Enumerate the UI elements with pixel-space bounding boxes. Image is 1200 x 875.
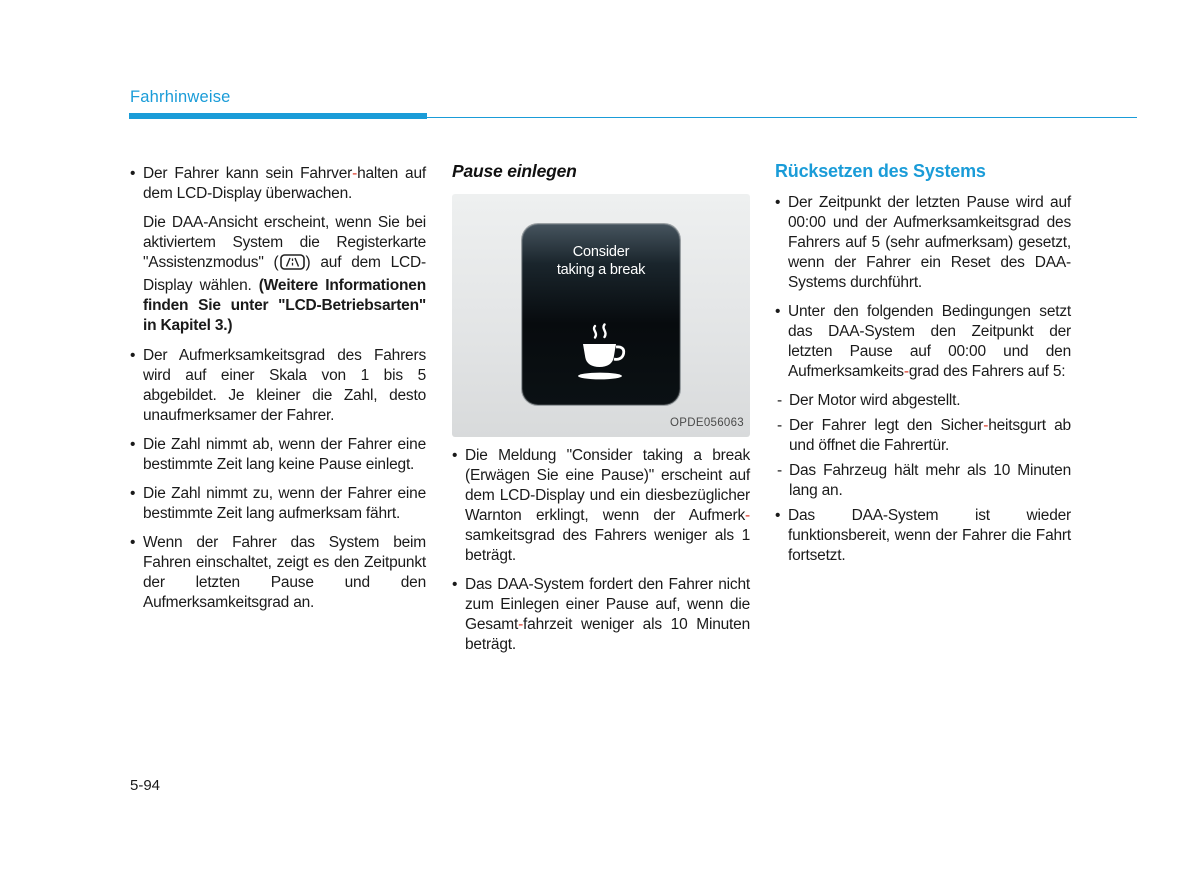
bullet-marker: • [130, 485, 136, 502]
dash-marker: - [777, 417, 782, 434]
coffee-cup-icon [572, 323, 630, 385]
right-items [775, 193, 1071, 566]
section-heading-reset: Rücksetzen des Systems [775, 161, 986, 181]
bullet-marker: • [775, 194, 781, 211]
bullet-marker: • [130, 436, 136, 453]
section-heading-pause: Pause einlegen [452, 161, 577, 181]
lcd-figure [452, 194, 750, 437]
bullet-item: • Der Zeitpunkt der letzten Pause wird auf 00:00 und der Aufmerksamkeitsgrad des Fahrers auf 5 (sehr aufmerksam) gesetzt, wenn der Fahrer ein Reset des DAA-Systems durchführt. [775, 194, 1071, 291]
bullet-marker: • [452, 447, 458, 464]
sub-item: - Der Fahrer legt den Sicher-heitsgurt ab und öffnet die Fahrertür. [777, 417, 1071, 454]
lcd-message-line2: taking a break [556, 262, 646, 278]
bullet-item: • Das DAA-System fordert den Fahrer nicht zum Einlegen einer Pause auf, wenn die Gesamt-fahrzeit weniger als 10 Minuten beträgt. [452, 576, 750, 653]
column-left [130, 164, 426, 622]
bullet-marker: • [130, 165, 136, 182]
page-number: 5-94 [130, 777, 161, 794]
bullet-item: • Unter den folgenden Bedingungen setzt das DAA-System den Zeitpunkt der letzten Pause auf 00:00 und den Aufmerksamkeits-grad des Fahrers auf 5: [775, 303, 1071, 380]
lcd-message-line1: Consider [572, 244, 630, 260]
bullet-item: • Die Zahl nimmt zu, wenn der Fahrer eine bestimmte Zeit lang aufmerksam fährt. [130, 485, 426, 522]
bullet-item: • Das DAA-System ist wieder funktionsbereit, wenn der Fahrer die Fahrt fortsetzt. [775, 507, 1071, 564]
sub-item: - Das Fahrzeug hält mehr als 10 Minuten lang an. [777, 462, 1071, 499]
bullet-marker: • [775, 303, 781, 320]
page-header-title: Fahrhinweise [130, 88, 231, 106]
header-rule-thick [129, 113, 427, 119]
bullet-marker: • [130, 347, 136, 364]
bullet-marker: • [775, 507, 781, 524]
figure-caption: OPDE056063 [670, 417, 744, 429]
bullet-marker: • [452, 576, 458, 593]
lcd-display [522, 224, 680, 405]
bullet-item: • Wenn der Fahrer das System beim Fahren einschaltet, zeigt es den Zeitpunkt der letzten Pause und den Aufmerksamkeitsgrad an. [130, 534, 426, 611]
middle-items [452, 446, 750, 655]
bullet-marker: • [130, 534, 136, 551]
bullet-item: • Der Fahrer kann sein Fahrver-halten auf dem LCD-Display überwachen. [130, 165, 426, 202]
sub-item: - Der Motor wird abgestellt. [777, 392, 961, 409]
dash-marker: - [777, 392, 782, 409]
bullet-item: • Die Meldung "Consider taking a break (Erwägen Sie eine Pause)" erscheint auf dem LCD-Display und ein diesbezüglicher Warnton erklingt, wenn der Aufmerk-samkeitsgrad des Fahrers weniger als 1 beträgt. [452, 447, 750, 564]
bullet-item: • Die Zahl nimmt ab, wenn der Fahrer eine bestimmte Zeit lang keine Pause einlegt. [130, 436, 426, 473]
column-middle [452, 160, 750, 664]
bullet-item: • Der Aufmerksamkeitsgrad des Fahrers wird auf einer Skala von 1 bis 5 abgebildet. Je kleiner die Zahl, desto unaufmerksamer der Fahrer. [130, 347, 426, 424]
lcd-message [522, 243, 680, 279]
assist-mode-icon [280, 254, 305, 276]
column-right [775, 160, 1071, 575]
paragraph: Die DAA-Ansicht erscheint, wenn Sie bei aktiviertem System die Registerkarte "Assistenzmodus" ( ) auf dem LCD-Display wählen. (Weitere Informationen finden Sie unter "LCD-Betriebsarten" in Kapitel 3.) [143, 214, 426, 334]
header-rule [129, 112, 1137, 119]
dash-marker: - [777, 462, 782, 479]
